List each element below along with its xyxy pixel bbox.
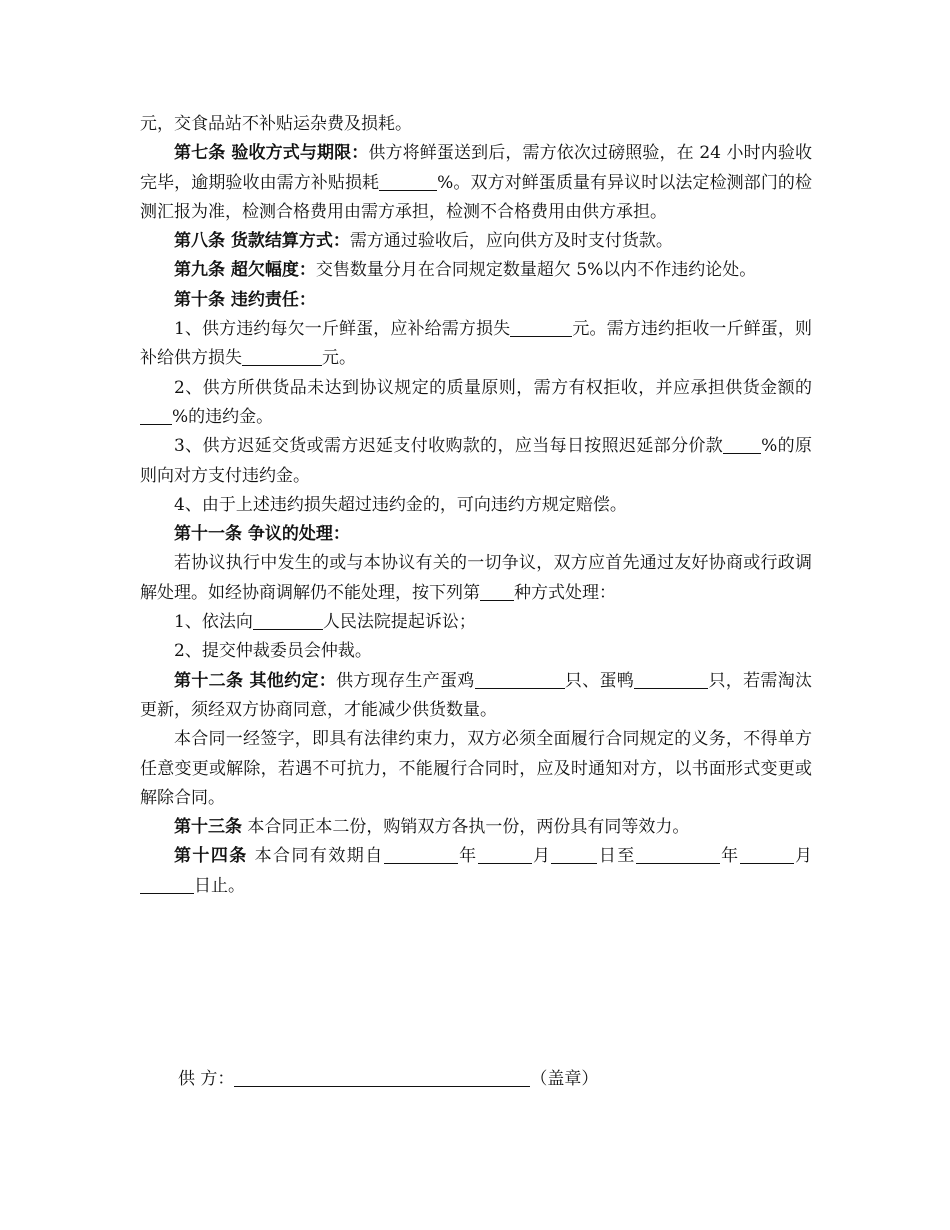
article-8: 第八条 货款结算方式：需方通过验收后，应向供方及时支付货款。 [174,231,673,252]
article-11-text: 若协议执行中发生的或与本协议有关的一切争议，双方应首先通过友好协商或行政调解处理。如经协商调解仍不能处理，按下列第 种方式处理： [140,553,812,603]
article-8-heading: 第八条 货款结算方式： [174,231,350,252]
supplier-signature [178,1065,598,1094]
supplier-signature-line[interactable] [234,1068,530,1087]
article-10-item-3: 3、供方迟延交货或需方迟延支付收购款的，应当每日按照迟延部分价款 %的原则向对方支付违约金。 [140,436,812,486]
start-day-blank[interactable] [551,846,597,865]
seal-note: （盖章） [530,1069,599,1089]
article-14: 第十四条 本合同有效期自 年 月 日至 年 月日止。 [140,842,812,901]
court-name-blank[interactable] [253,611,323,630]
article-7-heading: 第七条 验收方式与期限： [174,143,369,164]
article-9-heading: 第九条 超欠幅度： [174,260,316,281]
end-day-blank[interactable] [140,875,194,894]
article-11-item-1: 1、依法向 人民法院提起诉讼； [174,612,476,633]
article-12-heading: 第十二条 其他约定： [174,670,337,691]
article-14-heading: 第十四条 [174,846,248,867]
laying-hens-blank[interactable] [475,670,565,689]
start-month-blank[interactable] [478,846,532,865]
supplier-label: 供 方： [178,1069,235,1089]
article-10-item-4: 4、由于上述违约损失超过违约金的，可向违约方规定赔偿。 [174,494,627,515]
article-9: 第九条 超欠幅度：交售数量分月在合同规定数量超欠 5%以内不作违约论处。 [174,260,757,281]
penalty-percent-blank[interactable] [140,406,172,425]
delay-percent-blank[interactable] [723,435,761,454]
article-10 [140,286,812,315]
article-13-heading: 第十三条 [174,817,242,838]
laying-ducks-blank[interactable] [634,670,708,689]
end-year-blank[interactable] [636,846,720,865]
loss-percent-blank[interactable] [379,172,437,191]
article-11-heading: 第十一条 争议的处理： [174,524,350,545]
supplier-loss-blank[interactable] [510,318,572,337]
contract-body [140,110,812,901]
article-10-item-1: 1、供方违约每欠一斤鲜蛋，应补给需方损失 元。需方违约拒收一斤鲜蛋，则补给供方损失 元。 [140,319,812,369]
binding-clause: 本合同一经签字，即具有法律约束力，双方必须全面履行合同规定的义务，不得单方任意变更或解除，若遇不可抗力，不能履行合同时，应及时通知对方，以书面形式变更或解除合同。 [140,729,812,808]
end-month-blank[interactable] [740,846,794,865]
article-7: 第七条 验收方式与期限：供方将鲜蛋送到后，需方依次过磅照验，在 24 小时内验收完毕，逾期验收由需方补贴损耗 %。双方对鲜蛋质量有异议时以法定检测部门的检测汇报为准，检测合格费用由需方承担，检测不合格费用由供方承担。 [140,143,812,222]
article-12: 第十二条 其他约定：供方现存生产蛋鸡 只、蛋鸭 只，若需淘汰更新，须经双方协商同意，才能减少供货数量。 [140,670,813,720]
line-carryover: 元，交食品站不补贴运杂费及损耗。 [140,114,412,134]
article-10-heading: 第十条 违约责任： [174,289,316,310]
article-13: 第十三条 本合同正本二份，购销双方各执一份，两份具有同等效力。 [174,817,690,838]
article-10-item-2: 2、供方所供货品未达到协议规定的质量原则，需方有权拒收，并应承担供货金额的%的违约金。 [140,374,812,433]
article-11 [140,520,812,549]
buyer-loss-blank[interactable] [242,348,322,367]
dispute-method-blank[interactable] [480,582,514,601]
article-11-item-2: 2、提交仲裁委员会仲裁。 [174,641,372,662]
start-year-blank[interactable] [384,846,458,865]
